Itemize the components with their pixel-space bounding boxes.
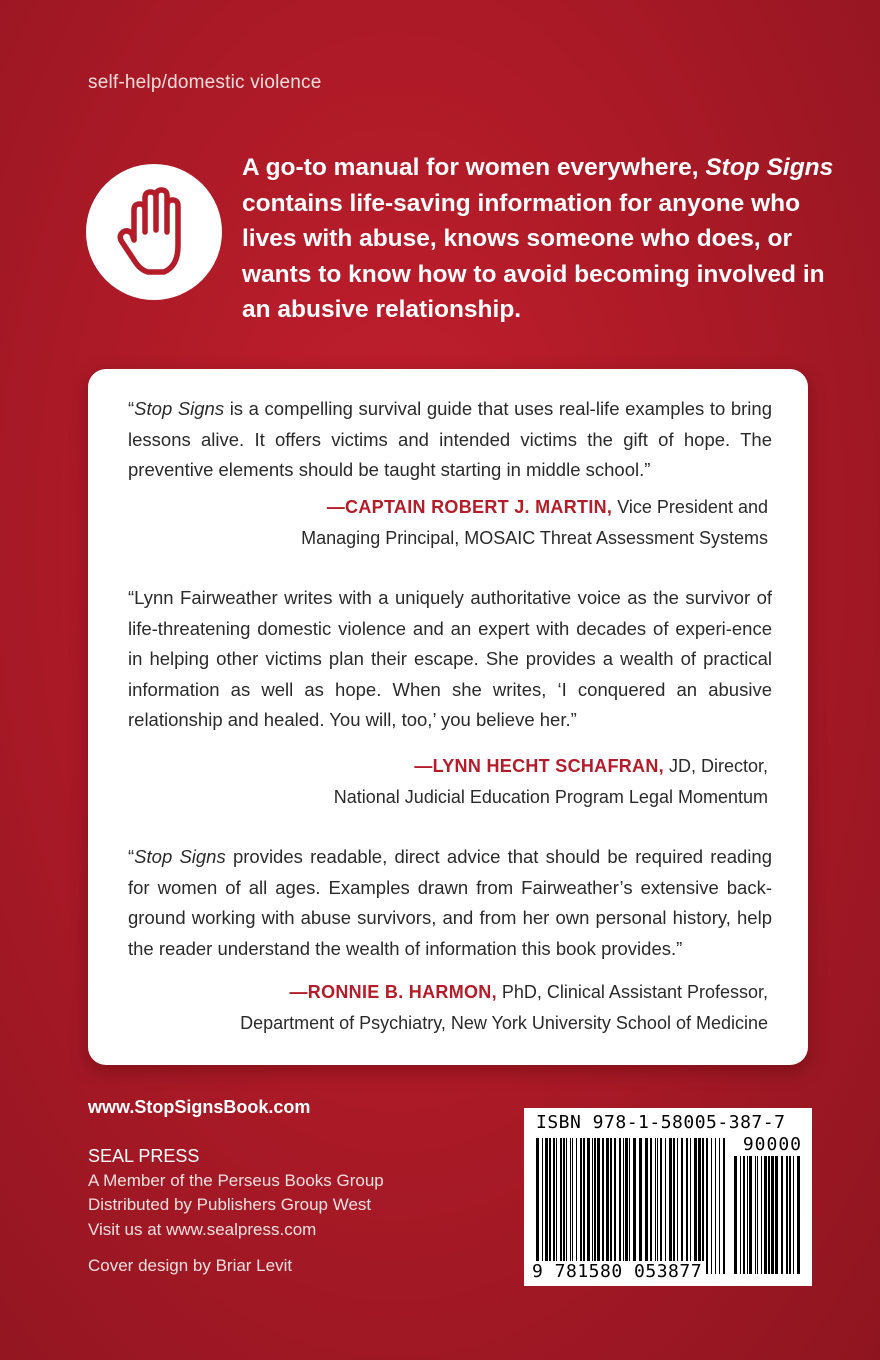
blurb-attribution-2	[208, 751, 768, 812]
barcode-bar	[592, 1138, 593, 1274]
barcode-bar	[757, 1156, 758, 1274]
barcode-bar	[743, 1156, 745, 1274]
lead-paragraph	[242, 150, 842, 328]
endorser-role: PhD, Clinical Assistant Professor,	[496, 982, 768, 1002]
barcode-bar	[711, 1138, 712, 1274]
barcode-bar	[677, 1138, 678, 1274]
quote-open-mark: “	[128, 846, 135, 867]
endorser-organization: National Judicial Education Program Legal Momentum	[333, 786, 768, 807]
blurb-attribution-3	[148, 977, 768, 1038]
blurb-attribution-1	[208, 492, 768, 553]
barcode-bar	[706, 1138, 708, 1274]
barcode-bar	[755, 1156, 756, 1274]
quote-text: “Lynn Fairweather writes with a uniquely authoritative voice as the survivor of life-threatening domestic violence and an expert with decades of experi-ence in helping other victims plan their escape. She provides a wealth of practical information as well as hope. When she writes, ‘I conquered an abusive relationship and healed. You will, too,’ you believe her.”	[128, 587, 772, 730]
lead-text-start: A go-to manual for women everywhere,	[242, 154, 706, 181]
barcode-bar	[563, 1138, 565, 1274]
barcode-bar	[789, 1156, 791, 1274]
barcode-bar	[786, 1156, 788, 1274]
barcode-bar	[587, 1138, 590, 1274]
publisher-name: SEAL PRESS	[88, 1146, 200, 1166]
publisher-distributor: Distributed by Publishers Group West	[88, 1195, 372, 1214]
category-label: self-help/domestic violence	[88, 72, 322, 93]
barcode-bar	[614, 1138, 616, 1274]
barcode-bar	[669, 1138, 672, 1274]
barcode-bar	[560, 1138, 562, 1274]
price-code: 90000	[742, 1134, 802, 1155]
barcode-bar	[797, 1156, 800, 1274]
barcode-bar	[771, 1156, 774, 1274]
barcode-bar	[734, 1156, 737, 1274]
barcode-bar	[793, 1156, 794, 1274]
barcode-bar	[694, 1138, 697, 1274]
barcode-bar	[597, 1138, 600, 1274]
barcode-bar	[740, 1156, 741, 1274]
stop-hand-badge	[86, 164, 222, 300]
barcode-bar	[673, 1138, 675, 1274]
publisher-block	[88, 1144, 384, 1242]
quote-book-title: Stop Signs	[134, 846, 226, 867]
barcode-bar	[764, 1156, 767, 1274]
barcode-bar	[610, 1138, 612, 1274]
barcode-bar	[665, 1138, 666, 1274]
blurbs-card	[88, 369, 808, 1065]
barcode-bar	[545, 1138, 548, 1274]
publisher-group: A Member of the Perseus Books Group	[88, 1170, 384, 1190]
barcode-bar	[625, 1138, 628, 1274]
barcode-bar	[594, 1138, 596, 1274]
blurb-quote-3	[128, 842, 772, 964]
barcode-bar	[690, 1138, 691, 1274]
barcode-bar	[657, 1138, 658, 1274]
barcode-bar	[768, 1156, 770, 1274]
publisher-website: Visit us at www.sealpress.com	[88, 1219, 317, 1239]
barcode-bar	[536, 1138, 539, 1274]
quote-book-title: Stop Signs	[134, 398, 225, 419]
book-website[interactable]: www.StopSignsBook.com	[88, 1097, 311, 1117]
quote-open-mark: “	[128, 398, 135, 419]
barcode-bar	[606, 1138, 609, 1274]
lead-text-end: contains life-saving information for anyone who lives with abuse, knows someone who does, or wants to know how to avoid becoming involved in an abusive relationship.	[242, 189, 825, 323]
endorser-name: —LYNN HECHT SCHAFRAN,	[414, 756, 664, 776]
barcode-bar	[645, 1138, 648, 1274]
barcode-bar	[650, 1138, 652, 1274]
endorser-organization: Managing Principal, MOSAIC Threat Assessment Systems	[301, 527, 768, 548]
quote-text: is a compelling survival guide that uses real-life examples to bring lessons alive. It offers victims and intended victims the gift of hope. The preventive elements should be taught starting in middle school.”	[128, 398, 772, 480]
barcode-bar	[655, 1138, 656, 1274]
barcode-bar	[681, 1138, 683, 1274]
barcode-bar	[623, 1138, 624, 1274]
cover-design-credit: Cover design by Briar Levit	[88, 1256, 293, 1275]
isbn-barcode	[524, 1108, 812, 1286]
blurb-quote-1	[128, 394, 772, 486]
endorser-organization: Department of Psychiatry, New York University School of Medicine	[240, 1012, 768, 1033]
barcode-bar	[602, 1138, 604, 1274]
endorser-name: —CAPTAIN ROBERT J. MARTIN,	[326, 497, 613, 517]
barcode-bar	[633, 1138, 636, 1274]
barcode-bar	[719, 1138, 720, 1274]
isbn-number: ISBN 978-1-58005-387-7	[536, 1112, 786, 1133]
barcode-bar	[761, 1156, 762, 1274]
barcode-bar	[572, 1138, 573, 1274]
barcode-bar	[556, 1138, 557, 1274]
lead-book-title: Stop Signs	[705, 154, 834, 181]
barcode-bar	[629, 1138, 630, 1274]
barcode-bar	[702, 1138, 704, 1274]
barcode-bar	[549, 1138, 551, 1274]
endorser-name: —RONNIE B. HARMON,	[289, 982, 497, 1002]
barcode-bar	[715, 1138, 716, 1274]
quote-text: provides readable, direct advice that should be required reading for women of all ages. Examples drawn from Fairweather’s extensive back-ground working with abuse survivors, and from her own personal history, help the reader understand the wealth of information this book provides.”	[128, 846, 772, 959]
endorser-role: Vice President and	[612, 497, 768, 517]
barcode-bar	[749, 1156, 752, 1274]
barcode-bar	[686, 1138, 688, 1274]
barcode-bar	[747, 1156, 748, 1274]
barcode-bar	[576, 1138, 577, 1274]
barcode-bar	[619, 1138, 621, 1274]
stop-hand-icon	[112, 184, 196, 280]
barcode-bars-addon	[734, 1156, 802, 1274]
ean-digits: 9 781580 053877	[532, 1261, 706, 1282]
barcode-bar	[583, 1138, 585, 1274]
barcode-bar	[553, 1138, 555, 1274]
barcode-bar	[580, 1138, 582, 1274]
barcode-bar	[542, 1138, 543, 1274]
barcode-bar	[781, 1156, 783, 1274]
barcode-bar	[660, 1138, 662, 1274]
endorser-role: JD, Director,	[663, 756, 768, 776]
barcode-bar	[639, 1138, 642, 1274]
barcode-bars-main	[536, 1138, 728, 1274]
barcode-bar	[570, 1138, 571, 1274]
barcode-bar	[775, 1156, 778, 1274]
barcode-bar	[723, 1138, 725, 1274]
barcode-bar	[698, 1138, 701, 1274]
barcode-bar	[566, 1138, 567, 1274]
blurb-quote-2	[128, 583, 772, 736]
